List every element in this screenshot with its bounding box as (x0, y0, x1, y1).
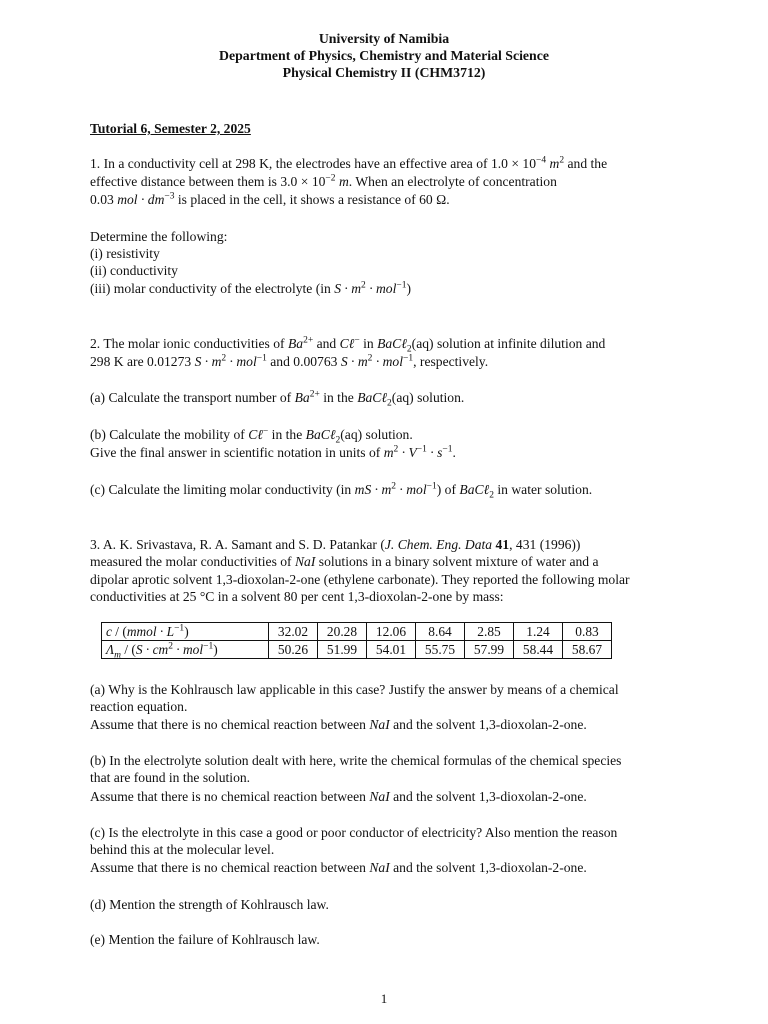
q1-line-2: effective distance between them is $3.0 \times 10^{-2}$ m. When an electrolyte of concentration (90, 173, 557, 189)
q1-line-1: 1. In a conductivity cell at 298 K, the electrodes have an effective area of $1.0 \times 10^{-4}$ $m^2$ and the (90, 155, 608, 171)
table-cell: 2.85 (465, 623, 514, 641)
q2-part-a: (a) Calculate the transport number of $Ba^{2+}$ in the BaCℓ$_2$(aq) solution. (90, 389, 465, 409)
q2-line-2: 298 K are 0.01273 $S \cdot m^2 \cdot mol^{-1}$ and 0.00763 $S \cdot m^2 \cdot mol^{-1}$, respectively. (90, 353, 489, 369)
q3-part-c: (c) Is the electrolyte in this case a good or poor conductor of electricity? Also mention the reason (90, 825, 618, 840)
table-cell: 1.24 (514, 623, 563, 641)
conductivity-table (101, 622, 612, 659)
q2-part-b-line-2: Give the final answer in scientific notation in units of $m^2 \cdot V^{-1} \cdot s^{-1}$. (90, 444, 456, 460)
table-row-molar-conductivity (102, 641, 612, 659)
table-cell: 20.28 (318, 623, 367, 641)
q3-part-c-assumption: Assume that there is no chemical reaction between NaI and the solvent 1,3-dioxolan-2-one. (90, 860, 587, 875)
table-cell: 58.67 (563, 641, 612, 659)
q3-part-d: (d) Mention the strength of Kohlrausch law. (90, 897, 329, 912)
q3-line-3: dipolar aprotic solvent 1,3-dioxolan-2-one (ethylene carbonate). They reported the following molar (90, 572, 630, 587)
university-name: University of Namibia (318, 31, 450, 46)
q1-line-3: 0.03 mol · $dm^{-3}$ is placed in the cell, it shows a resistance of 60 Ω. (90, 191, 450, 207)
table-header-molar-conductivity: $\Lambda_m / (S \cdot cm^2 \cdot mol^{-1})$ (102, 641, 269, 659)
tutorial-title: Tutorial 6, Semester 2, 2025 (90, 121, 251, 136)
table-header-concentration: c / (mmol · $L^{-1}$) (102, 623, 269, 641)
q3-part-e: (e) Mention the failure of Kohlrausch law. (90, 932, 320, 947)
table-cell: 50.26 (269, 641, 318, 659)
q3-line-4: conductivities at 25 °C in a solvent 80 per cent 1,3-dioxolan-2-one by mass: (90, 589, 504, 604)
q2-line-1: 2. The molar ionic conductivities of $Ba^{2+}$ and Cℓ− in BaCℓ$_2$(aq) solution at infinite dilution and (90, 335, 606, 355)
q3-line-2: measured the molar conductivities of NaI solutions in a binary solvent mixture of water and a (90, 554, 599, 569)
table-cell: 54.01 (367, 641, 416, 659)
department-name: Department of Physics, Chemistry and Material Science (219, 48, 549, 63)
q3-part-a-assumption: Assume that there is no chemical reaction between NaI and the solvent 1,3-dioxolan-2-one. (90, 717, 587, 732)
page-number: 1 (380, 991, 388, 1006)
table-cell: 32.02 (269, 623, 318, 641)
table-cell: 55.75 (416, 641, 465, 659)
table-cell: 51.99 (318, 641, 367, 659)
table-cell: 57.99 (465, 641, 514, 659)
table-row-concentration (102, 623, 612, 641)
q3-part-a-line-2: reaction equation. (90, 699, 188, 714)
q1-part-iii: (iii) molar conductivity of the electrolyte (in $S \cdot m^2 \cdot mol^{-1}$) (90, 280, 412, 296)
table-cell: 0.83 (563, 623, 612, 641)
q2-part-b: (b) Calculate the mobility of Cℓ− in the BaCℓ$_2$(aq) solution. (90, 426, 413, 446)
q3-part-b-line-2: that are found in the solution. (90, 770, 251, 785)
course-title: Physical Chemistry II (CHM3712) (282, 65, 486, 80)
table-cell: 12.06 (367, 623, 416, 641)
q2-part-c: (c) Calculate the limiting molar conductivity (in mS · $m^2 \cdot mol^{-1}$) of BaCℓ$_2$ in water solution. (90, 481, 593, 501)
table-cell: 58.44 (514, 641, 563, 659)
q1-part-i: (i) resistivity (90, 246, 160, 261)
q3-line-1: 3. A. K. Srivastava, R. A. Samant and S. D. Patankar (J. Chem. Eng. Data 41, 431 (1996)) (90, 537, 581, 552)
q1-determine: Determine the following: (90, 229, 228, 244)
q3-part-b: (b) In the electrolyte solution dealt with here, write the chemical formulas of the chemical species (90, 753, 622, 768)
q3-part-a: (a) Why is the Kohlrausch law applicable in this case? Justify the answer by means of a chemical (90, 682, 619, 697)
q3-part-b-assumption: Assume that there is no chemical reaction between NaI and the solvent 1,3-dioxolan-2-one. (90, 789, 587, 804)
q3-part-c-line-2: behind this at the molecular level. (90, 842, 275, 857)
q1-part-ii: (ii) conductivity (90, 263, 178, 278)
table-cell: 8.64 (416, 623, 465, 641)
